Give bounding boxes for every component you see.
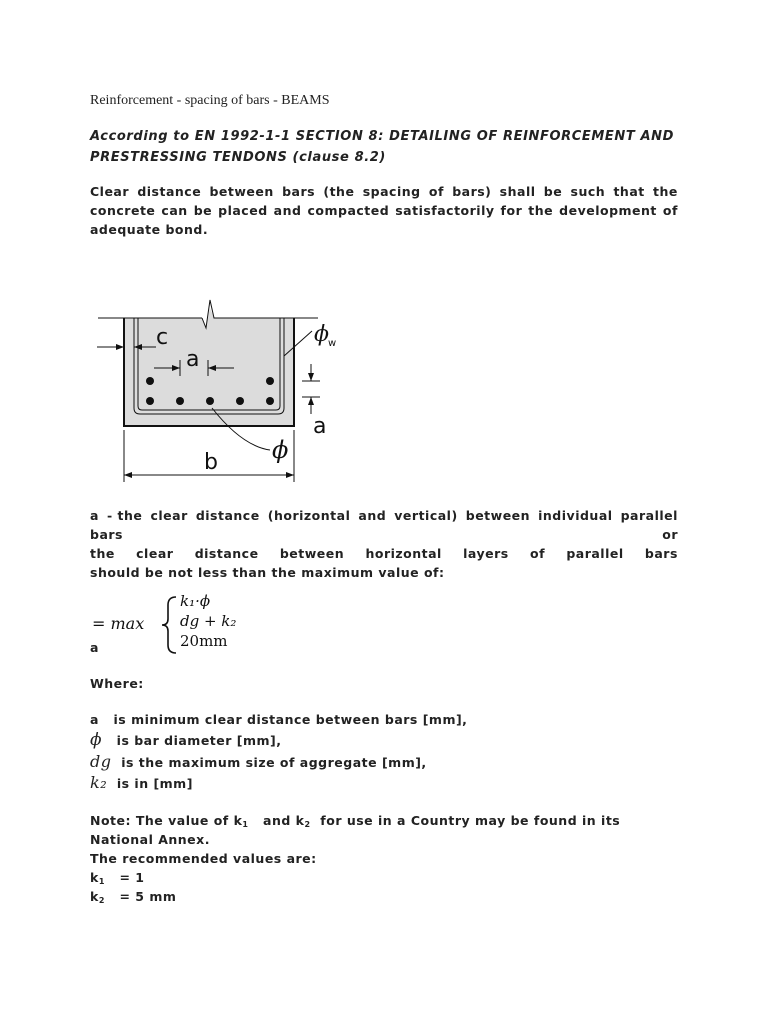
word: between [465,508,531,523]
label-phi-w: ϕ [314,322,329,347]
intro-line-3: adequate bond. [90,222,209,237]
note-line-1 [90,813,678,829]
where-phi-text: is bar diameter [mm], [116,733,282,748]
where-phi-symbol: ϕ [90,730,103,750]
word: (horizontal [267,508,351,523]
where-dg-symbol: dg [90,752,112,771]
note-k2-value: = 5 mm [119,889,177,904]
beam-concrete [124,308,294,426]
intro-line-1 [90,184,678,199]
definition-line-2 [90,527,678,542]
word: development [559,203,657,218]
where-k2-text: is in [mm] [116,776,193,791]
word: the [90,546,115,561]
note-k1-sub: 1 [98,877,105,886]
page-title: Reinforcement - spacing of bars - BEAMS [90,93,330,108]
word: that [613,184,645,199]
note-text-b: and k [263,813,305,828]
heading-line-2: PRESTRESSING TENDONS (clause 8.2) [90,150,386,165]
note-k1 [90,870,678,886]
word: the [653,184,678,199]
formula-lhs: a [90,640,99,655]
word: satisfactorily [395,203,495,218]
note-sub-2: 2 [304,820,311,829]
word: a [90,508,99,523]
label-w: w [328,338,337,349]
word: and [358,508,387,523]
where-dg-text: is the maximum size of aggregate [mm], [121,755,427,770]
formula-brace [160,595,180,655]
intro-line-2 [90,203,678,218]
note-line-3: The recommended values are: [90,851,317,866]
word: layers [463,546,509,561]
word: can [161,203,188,218]
word: individual [538,508,613,523]
note-sub-1: 1 [242,820,249,829]
definition-line-4: should be not less than the maximum value of: [90,565,445,580]
formula-row-2: dg + k₂ [180,612,237,630]
note-line-2: National Annex. [90,832,210,847]
where-a-text: is minimum clear distance between bars [mm], [113,712,468,727]
formula-row-1: k₁·ϕ [180,592,211,610]
word: for [500,203,523,218]
word: - the [107,508,143,523]
word: bars) [452,184,492,199]
label-b: b [204,450,218,475]
word: of [530,546,546,561]
note-text-a: Note: The value of k [90,813,243,828]
word: clear [150,508,188,523]
word: parallel [620,508,678,523]
where-k2-symbol: k₂ [90,773,108,792]
word: Clear [90,184,130,199]
where-a-symbol: a [90,712,99,727]
note-k2 [90,889,678,905]
word: bars [644,546,678,561]
where-phi [90,730,678,750]
note-k2-label: k [90,889,99,904]
label-phi: ϕ [272,436,289,464]
word: placed [218,203,268,218]
label-a-top: a [186,347,200,372]
definition-bars: bars [90,527,123,542]
formula-row-3: 20mm [180,632,228,650]
beam-section-figure [92,296,352,486]
word: spacing [362,184,421,199]
formula [90,590,250,660]
where-a [90,712,678,727]
word: of [662,203,678,218]
definition-or: or [662,527,678,542]
where-label: Where: [90,676,144,691]
where-dg [90,752,678,771]
word: clear [136,546,174,561]
word: horizontal [365,546,442,561]
word: between [279,546,345,561]
word: be [193,203,213,218]
definition-line-1 [90,508,678,523]
heading-line-1: According to EN 1992-1-1 SECTION 8: DETAILING OF REINFORCEMENT AND [90,129,674,144]
word: concrete [90,203,156,218]
note-k1-label: k [90,870,99,885]
label-c: c [156,325,169,350]
word: and [273,203,302,218]
word: of [428,184,444,199]
word: the [528,203,554,218]
word: be [543,184,563,199]
formula-eq: = max [92,614,145,633]
word: such [570,184,606,199]
word: distance [195,508,260,523]
where-k2 [90,773,678,792]
word: distance [194,546,259,561]
definition-line-3 [90,546,678,561]
section-heading [90,126,678,168]
word: shall [499,184,536,199]
note-k2-sub: 2 [98,896,105,905]
word: between [209,184,274,199]
label-a-side: a [313,414,327,439]
word: compacted [307,203,390,218]
note-k1-value: = 1 [119,870,145,885]
word: (the [323,184,355,199]
word: bars [282,184,316,199]
word: parallel [566,546,624,561]
word: vertical) [394,508,458,523]
note-text-c: for use in a Country may be found in its [320,813,621,828]
word: distance [137,184,202,199]
